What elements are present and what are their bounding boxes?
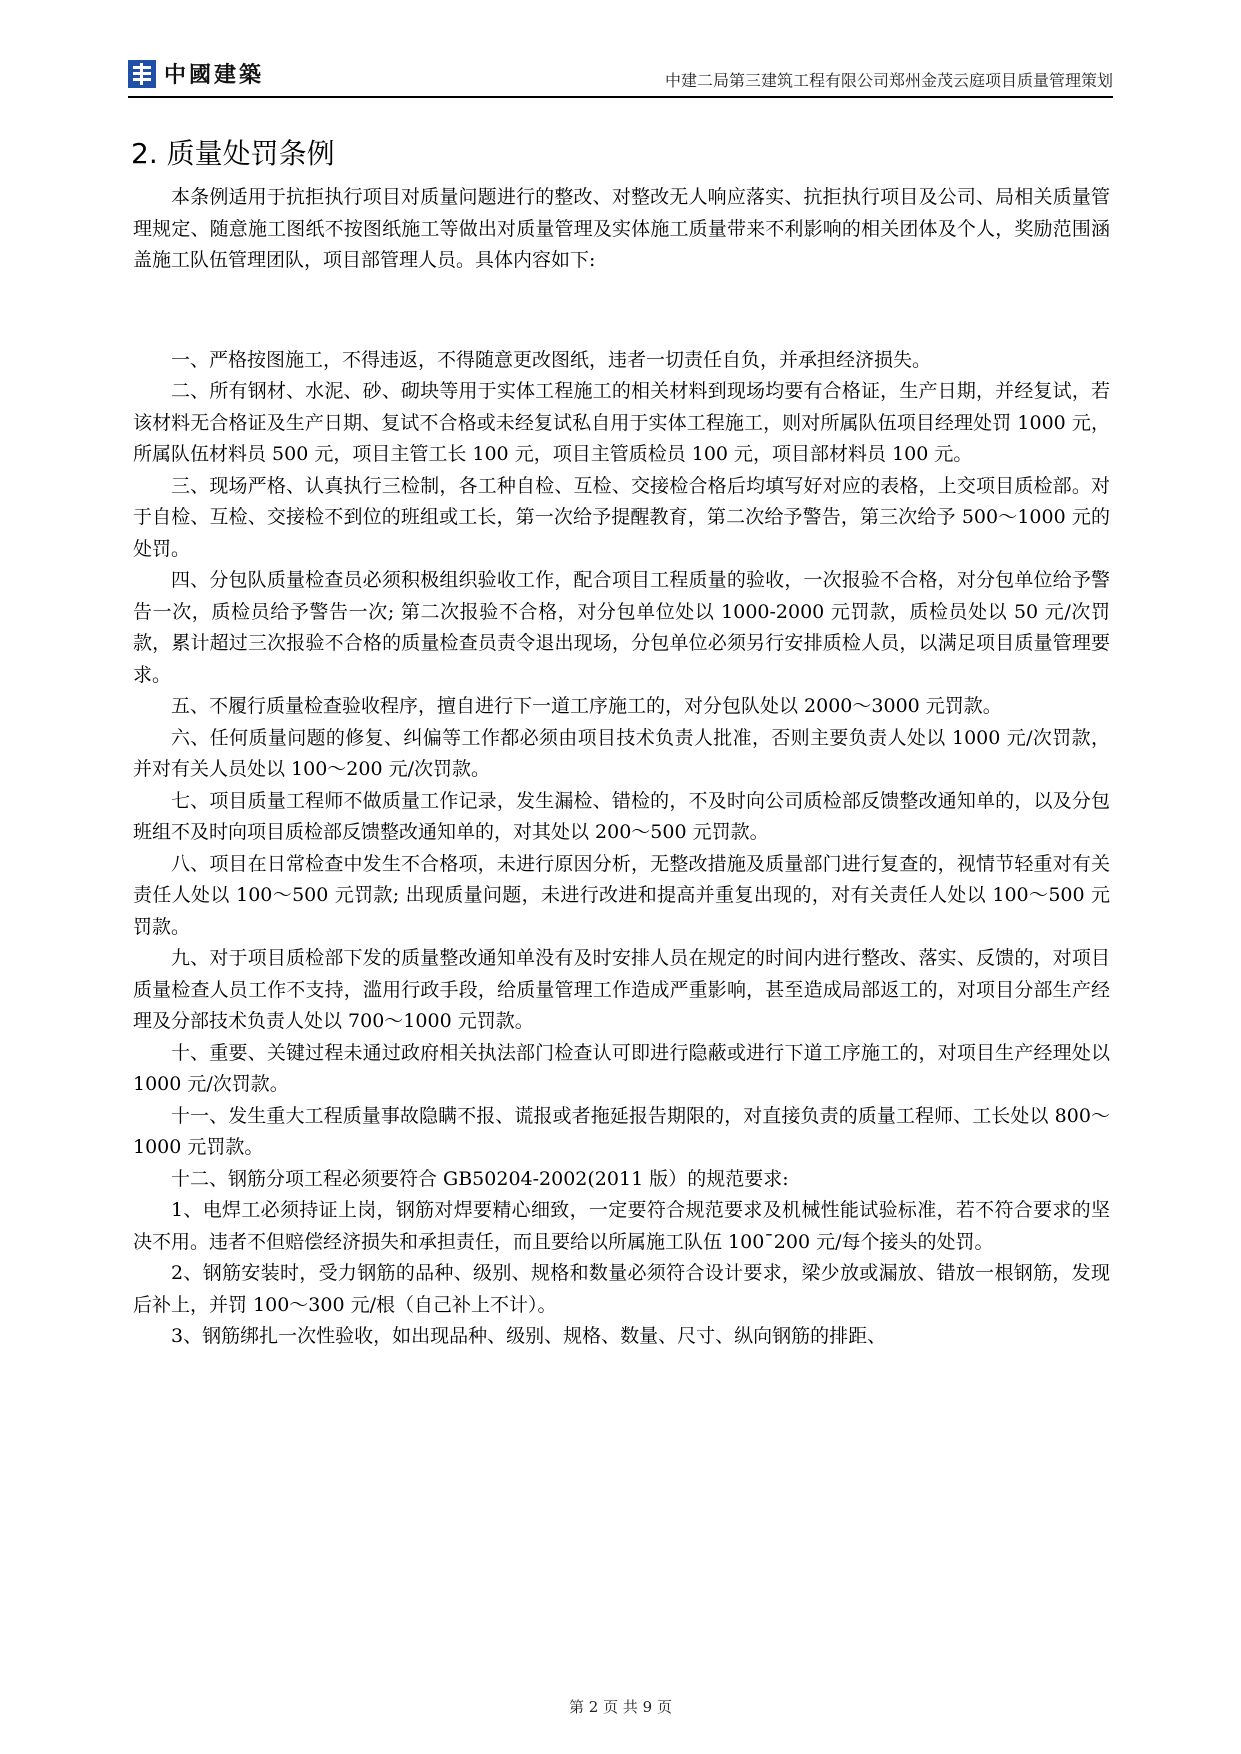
clause-12: 十二、钢筋分项工程必须要符合 GB50204-2002(2011 版）的规范要求: — [171, 1167, 789, 1190]
sub-clause-1: 1、电焊工必须持证上岗，钢筋对焊要精心细致，一定要符合规范要求及机械性能试验标准，若不符合要求的坚决不用。违者不但赔偿经济损失和承担责任，而且要给以所属施工队伍 100¯200 元/每个接头的处罚。 — [133, 1199, 1110, 1253]
clause-10: 十、重要、关键过程未通过政府相关执法部门检查认可即进行隐蔽或进行下道工序施工的，对项目生产经理处以 1000 元/次罚款。 — [133, 1041, 1110, 1095]
cscec-logo-icon — [128, 60, 156, 88]
logo-text: 中國建築 — [164, 63, 265, 88]
clause-9: 九、对于项目质检部下发的质量整改通知单没有及时安排人员在规定的时间内进行整改、落实、反馈的，对项目质量检查人员工作不支持，滥用行政手段，给质量管理工作造成严重影响，甚至造成局部返工的，对项目分部生产经理及分部技术负责人处以 700～1000 元罚款。 — [133, 947, 1110, 1032]
intro-paragraph: 本条例适用于抗拒执行项目对质量问题进行的整改、对整改无人响应落实、抗拒执行项目及公司、局相关质量管理规定、随意施工图纸不按图纸施工等做出对质量管理及实体施工质量带来不利影响的相关团体及个人，奖励范围涵盖施工队伍管理团队，项目部管理人员。具体内容如下: — [133, 186, 1110, 271]
clause-2: 二、所有钢材、水泥、砂、砌块等用于实体工程施工的相关材料到现场均要有合格证，生产日期，并经复试，若该材料无合格证及生产日期、复试不合格或未经复试私自用于实体工程施工，则对所属队伍项目经理处罚 1000 元，所属队伍材料员 500 元，项目主管工长 100 元，项目主管质检员 100 元，项目部材料员 100 元。 — [133, 380, 1110, 465]
company-logo — [128, 58, 264, 89]
clause-4: 四、分包队质量检查员必须积极组织验收工作，配合项目工程质量的验收，一次报验不合格，对分包单位给予警告一次，质检员给予警告一次; 第二次报验不合格，对分包单位处以 1000-2000 元罚款，质检员处以 50 元/次罚款，累计超过三次报验不合格的质量检查员责令退出现场，分包单位必须另行安排质检人员，以满足项目质量管理要求。 — [133, 569, 1110, 686]
header-divider — [128, 96, 1113, 98]
page-footer: 第 2 页 共 9 页 — [569, 1698, 672, 1716]
clause-11: 十一、发生重大工程质量事故隐瞒不报、谎报或者拖延报告期限的，对直接负责的质量工程师、工长处以 800～1000 元罚款。 — [133, 1104, 1110, 1158]
section-title: 2. 质量处罚条例 — [131, 137, 335, 170]
clause-1: 一、严格按图施工，不得违返，不得随意更改图纸，违者一切责任自负，并承担经济损失。 — [171, 348, 932, 371]
page-header — [128, 56, 1113, 98]
header-title: 中建二局第三建筑工程有限公司郑州金茂云庭项目质量管理策划 — [664, 71, 1113, 90]
clause-5: 五、不履行质量检查验收程序，擅自进行下一道工序施工的，对分包队处以 2000～3000 元罚款。 — [171, 695, 1002, 717]
sub-clause-3: 3、钢筋绑扎一次性验收，如出现品种、级别、规格、数量、尺寸、纵向钢筋的排距、 — [171, 1325, 887, 1347]
sub-clause-2: 2、钢筋安装时，受力钢筋的品种、级别、规格和数量必须符合设计要求，梁少放或漏放、错放一根钢筋，发现后补上，并罚 100～300 元/根（自己补上不计）。 — [133, 1262, 1110, 1316]
document-body — [133, 182, 1110, 1353]
clause-8: 八、项目在日常检查中发生不合格项，未进行原因分析，无整改措施及质量部门进行复查的，视情节轻重对有关责任人处以 100～500 元罚款; 出现质量问题，未进行改进和提高并重复出现的，对有关责任人处以 100～500 元罚款。 — [133, 852, 1110, 938]
clause-7: 七、项目质量工程师不做质量工作记录，发生漏检、错检的，不及时向公司质检部反馈整改通知单的，以及分包班组不及时向项目质检部反馈整改通知单的，对其处以 200～500 元罚款。 — [133, 789, 1110, 843]
clause-6: 六、任何质量问题的修复、纠偏等工作都必须由项目技术负责人批准，否则主要负责人处以 1000 元/次罚款，并对有关人员处以 100～200 元/次罚款。 — [133, 726, 1110, 780]
clause-3: 三、现场严格、认真执行三检制，各工种自检、互检、交接检合格后均填写好对应的表格，上交项目质检部。对于自检、互检、交接检不到位的班组或工长，第一次给予提醒教育，第二次给予警告，第三次给予 500～1000 元的处罚。 — [133, 474, 1110, 560]
